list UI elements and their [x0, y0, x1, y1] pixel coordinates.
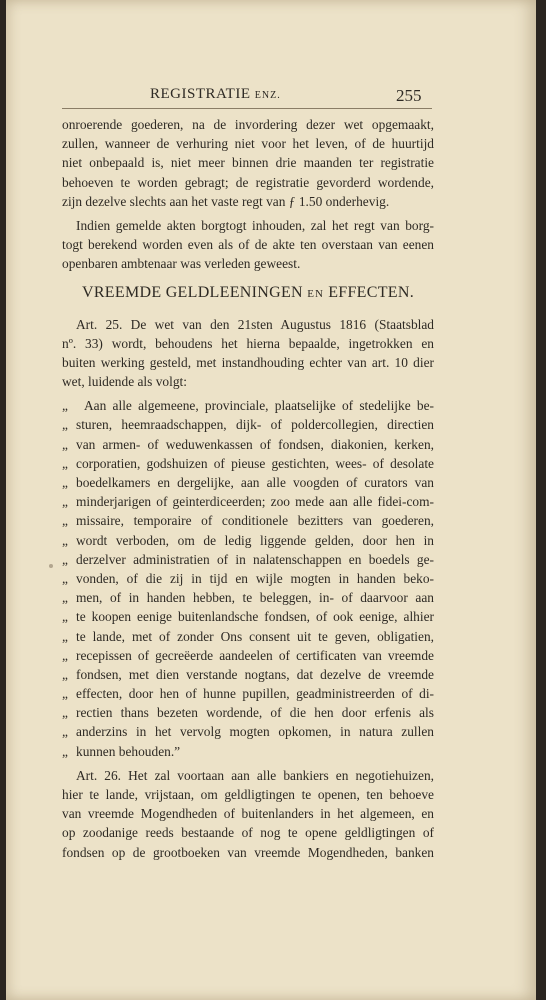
text-line: zullen, wanneer de verhuring niet voor het leven, of de huurtijd — [62, 136, 434, 152]
text-line: behoeven te worden gebragt; de registratie gevorderd wordende, — [62, 174, 434, 190]
page-number: 255 — [396, 86, 422, 105]
quote-line — [62, 627, 434, 646]
quote-mark: „ — [62, 724, 68, 740]
text-line: Art. 26. Het zal voortaan aan alle bankiers en negotiehuizen, — [76, 767, 434, 783]
quote-line — [62, 396, 434, 415]
quote-text: minderjarigen of geinterdiceerden; zoo mede aan alle fidei-com- — [76, 494, 434, 510]
quote-text: fondsen, met dien verstande nogtans, dat dezelve de vreemde — [76, 666, 434, 682]
text-line: van vreemde Mogendheden of buitenlanders in het algemeen, en — [62, 806, 434, 822]
quote-text: effecten, door hen of hunne pupillen, geadministreerden of di- — [76, 686, 434, 702]
quote-mark: „ — [62, 609, 68, 625]
quote-line — [62, 665, 434, 684]
page-body — [62, 115, 434, 862]
section-title-part2: EFFECTEN. — [328, 283, 415, 301]
text-line: onroerende goederen, na de invordering dezer wet opgemaakt, — [62, 117, 434, 132]
running-header — [0, 86, 546, 108]
quote-line — [62, 646, 434, 665]
quote-text: wordt verboden, om de ledig liggende gelden, door hen in — [76, 532, 434, 548]
quote-mark: „ — [62, 494, 68, 510]
quote-line — [62, 722, 434, 741]
quote-text: corporatien, godshuizen of pieuse gestichten, wees- of desolate — [76, 455, 434, 471]
quote-line — [62, 531, 434, 550]
quote-line — [62, 607, 434, 626]
quote-mark: „ — [62, 647, 68, 663]
quote-line — [62, 492, 434, 511]
text-line: hier te lande, vrijstaan, om geldligtingen te openen, ten behoeve — [62, 787, 434, 802]
quote-mark: „ — [62, 513, 68, 529]
quote-line — [62, 415, 434, 434]
quote-line — [62, 454, 434, 473]
paragraph-1 — [62, 115, 434, 211]
quote-mark: „ — [62, 436, 68, 452]
quote-mark: „ — [62, 743, 68, 759]
article-25-quote — [62, 396, 434, 761]
quote-text: kunnen behouden.” — [76, 743, 181, 759]
quote-text: boedelkamers en dergelijke, aan alle voogden of curators van — [76, 475, 434, 490]
running-head-title: REGISTRATIE — [150, 86, 251, 102]
quote-line — [62, 435, 434, 454]
paragraph-2 — [62, 216, 434, 235]
text-line: Art. 25. De wet van den 21sten Augustus 1816 (Staatsblad — [76, 316, 434, 332]
text-line: togt berekend worden even als of de akte ten overstaan van eenen — [62, 237, 434, 253]
text-line: Indien gemelde akten borgtogt inhouden, zal het regt van borg- — [76, 217, 434, 233]
quote-text: recepissen of gecreëerde aandeelen of certificaten van vreemde — [76, 647, 434, 663]
quote-mark: „ — [62, 475, 68, 490]
quote-line — [62, 684, 434, 703]
quote-mark: „ — [62, 551, 68, 567]
text-line: nº. 33) wordt, behoudens het hierna bepaalde, ingetrokken en — [62, 335, 434, 351]
quote-text: anderzins in het vervolg mogten opkomen, in natura zullen — [76, 724, 434, 740]
section-title-conjunction: EN — [307, 287, 324, 300]
quote-line — [62, 703, 434, 722]
quote-mark: „ — [62, 590, 68, 606]
quote-mark: „ — [62, 455, 68, 471]
text-line: niet onbepaald is, niet meer binnen drie maanden ter registratie — [62, 155, 434, 171]
margin-mark — [49, 564, 53, 568]
quote-text: sturen, heemraadschappen, dijk- of poldercollegien, directien — [76, 417, 434, 433]
page-edge-shadow — [536, 0, 546, 1000]
quote-line — [62, 742, 434, 761]
quote-text: vonden, of die zij in tijd en wijle mogten in handen beko- — [76, 570, 434, 586]
quote-mark: „ — [62, 417, 68, 433]
section-title-part1: VREEMDE GELDLEENINGEN — [81, 283, 303, 301]
quote-mark: „ — [62, 570, 68, 586]
quote-line — [62, 473, 434, 492]
text-line: buiten werking gesteld, met instandhouding echter van art. 10 dier — [62, 354, 434, 370]
text-line: op zoodanige reeds bestaande of nog te opene geldligtingen of — [62, 825, 434, 841]
text-line: wet, luidende als volgt: — [62, 374, 187, 390]
quote-line — [62, 569, 434, 588]
quote-mark: „ — [62, 398, 68, 414]
running-head — [150, 86, 281, 103]
section-title — [62, 283, 434, 305]
text-line: openbaren ambtenaar was verleden geweest. — [62, 256, 301, 272]
quote-text: te lande, met of zonder Ons consent uit te geven, obligatien, — [76, 628, 434, 644]
header-rule — [62, 108, 432, 109]
quote-mark: „ — [62, 686, 68, 702]
quote-text: Aan alle algemeene, provinciale, plaatselijke of stedelijke be- — [84, 398, 434, 414]
article-25 — [62, 315, 434, 392]
article-26 — [62, 766, 434, 862]
quote-text: rectien thans bezeten wordende, of die hen door erfenis als — [76, 705, 434, 721]
quote-line — [62, 511, 434, 530]
quote-text: van armen- of weduwenkassen of fondsen, diakonien, kerken, — [76, 436, 434, 452]
quote-line — [62, 588, 434, 607]
quote-mark: „ — [62, 705, 68, 721]
running-head-suffix: ENZ. — [254, 90, 281, 101]
quote-text: men, of in handen hebben, te beleggen, in- of daarvoor aan — [76, 590, 434, 606]
text-line: zijn dezelve slechts aan het vaste regt van ƒ 1.50 onderhevig. — [62, 193, 390, 209]
quote-text: te koopen eenige buitenlandsche fondsen, of ook eenige, alhier — [76, 609, 434, 625]
quote-mark: „ — [62, 666, 68, 682]
quote-mark: „ — [62, 532, 68, 548]
quote-text: missaire, temporaire of conditionele bezitters van goederen, — [76, 513, 434, 529]
quote-line — [62, 550, 434, 569]
quote-text: derzelver administratien of in nalatenschappen en boedels ge- — [76, 551, 434, 567]
quote-mark: „ — [62, 628, 68, 644]
text-line: fondsen op de grootboeken van vreemde Mogendheden, banken — [62, 844, 434, 860]
